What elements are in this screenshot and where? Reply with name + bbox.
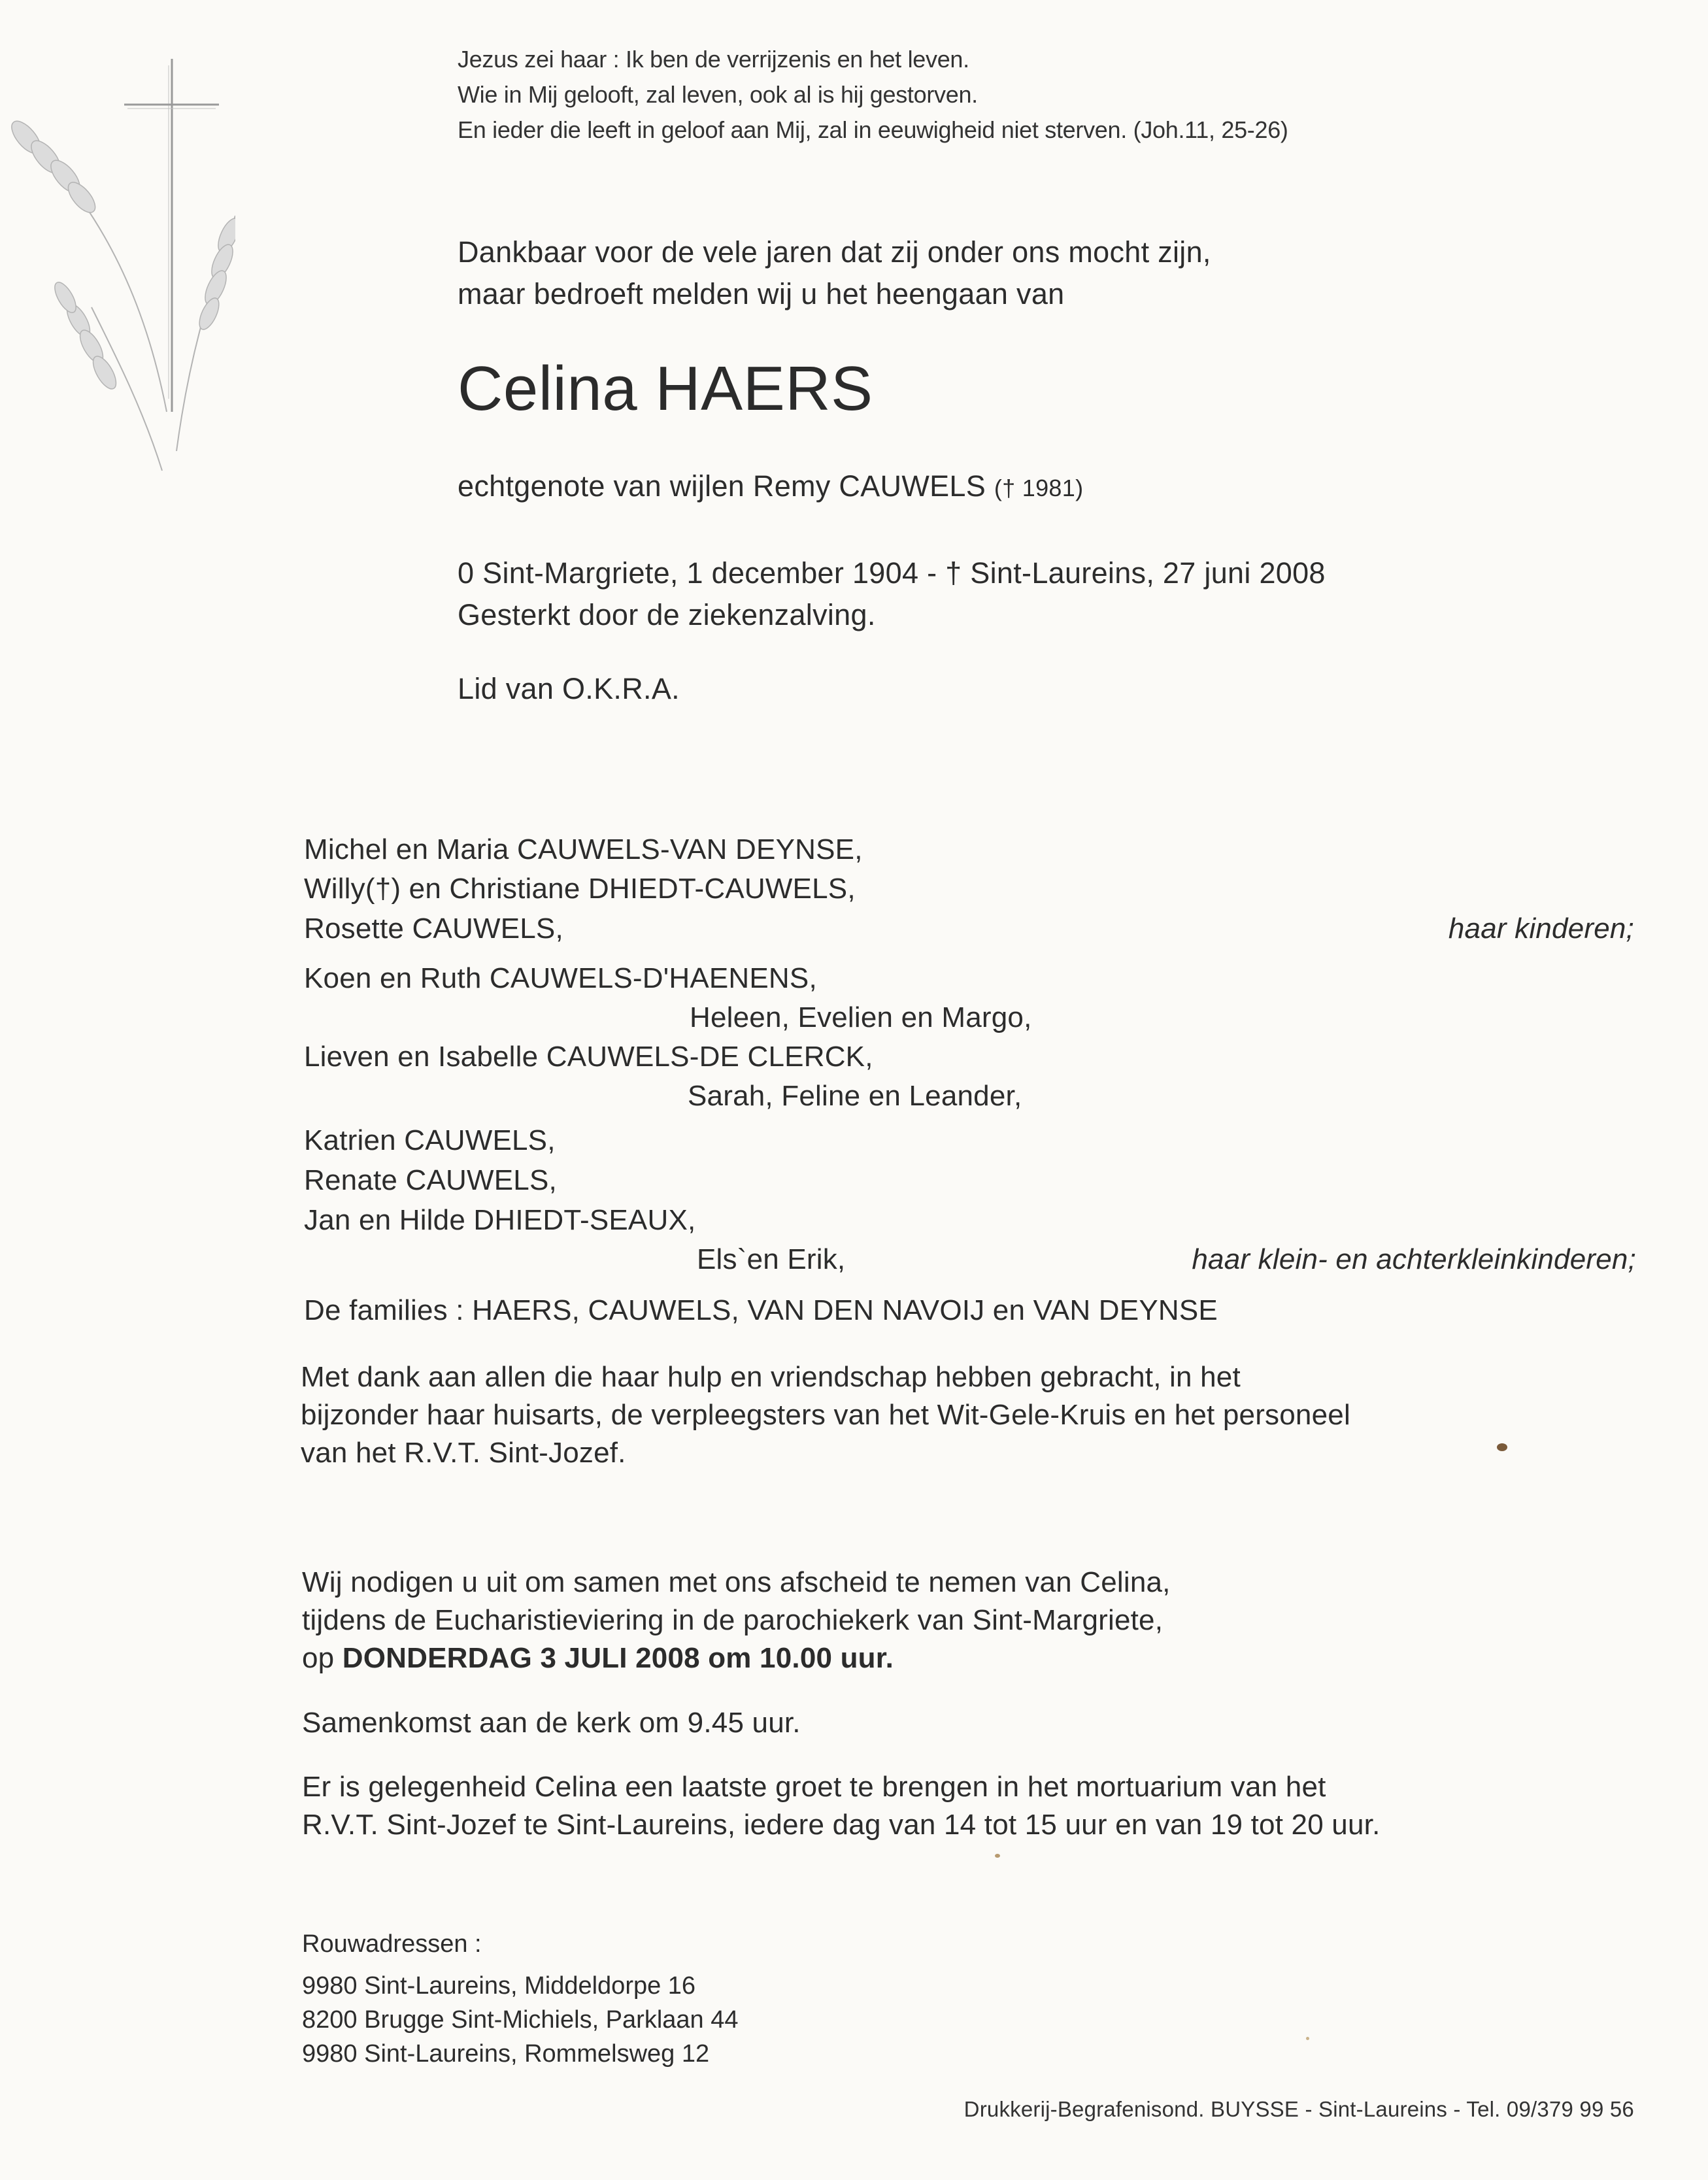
visitation-line-2: R.V.T. Sint-Jozef te Sint-Laureins, iedere dag van 14 tot 15 uur en van 19 tot 20 uur. [302, 1809, 1381, 1841]
grandchild-5: Katrien CAUWELS, [304, 1124, 556, 1156]
spouse-death: († 1981) [994, 475, 1084, 501]
invitation-line-2: tijdens de Eucharistieviering in de parochiekerk van Sint-Margriete, [302, 1604, 1164, 1636]
invitation-line-1: Wij nodigen u uit om samen met ons afscheid te nemen van Celina, [302, 1566, 1171, 1598]
membership-line: Lid van O.K.R.A. [458, 672, 680, 705]
grandchild-1: Koen en Ruth CAUWELS-D'HAENENS, [304, 962, 817, 994]
grandchild-3: Lieven en Isabelle CAUWELS-DE CLERCK, [304, 1041, 873, 1073]
thanks-line-2: bijzonder haar huisarts, de verpleegsters van het Wit-Gele-Kruis en het personeel [301, 1399, 1350, 1431]
invitation-line-3 [302, 1639, 894, 1677]
quote-line-1: Jezus zei haar : Ik ben de verrijzenis en het leven. [458, 46, 969, 73]
grandchildren-role: haar klein- en achterkleinkinderen; [1192, 1243, 1636, 1275]
cross-wheat-decoration [0, 46, 235, 503]
grandchild-2: Heleen, Evelien en Margo, [690, 1001, 1032, 1033]
quote-line-3: En ieder die leeft in geloof aan Mij, zal in eeuwigheid niet sterven. (Joh.11, 25-26) [458, 116, 1288, 143]
quote-line-2: Wie in Mij gelooft, zal leven, ook al is hij gestorven. [458, 81, 978, 108]
child-3: Rosette CAUWELS, [304, 913, 563, 945]
address-2: 8200 Brugge Sint-Michiels, Parklaan 44 [302, 2006, 739, 2034]
sacrament-line: Gesterkt door de ziekenzalving. [458, 598, 876, 631]
child-1: Michel en Maria CAUWELS-VAN DEYNSE, [304, 833, 863, 865]
cross-icon [124, 59, 219, 412]
addresses-title: Rouwadressen : [302, 1930, 482, 1958]
wheat-icon [7, 116, 235, 471]
paper-speck [995, 1854, 1000, 1858]
funeral-date-time: DONDERDAG 3 JULI 2008 om 10.00 uur. [342, 1642, 894, 1674]
intro-line-2: maar bedroeft melden wij u het heengaan van [458, 277, 1065, 310]
thanks-line-1: Met dank aan allen die haar hulp en vriendschap hebben gebracht, in het [301, 1361, 1241, 1393]
families-line: De families : HAERS, CAUWELS, VAN DEN NAVOIJ en VAN DEYNSE [304, 1294, 1218, 1326]
spouse-text: echtgenote van wijlen Remy CAUWELS [458, 469, 986, 503]
child-2: Willy(†) en Christiane DHIEDT-CAUWELS, [304, 873, 856, 905]
grandchild-6: Renate CAUWELS, [304, 1164, 557, 1196]
invitation-prefix: op [302, 1642, 335, 1674]
spouse-line [458, 469, 1083, 503]
grandchild-4: Sarah, Feline en Leander, [688, 1080, 1022, 1112]
deceased-name: Celina HAERS [458, 354, 873, 424]
intro-line-1: Dankbaar voor de vele jaren dat zij onder ons mocht zijn, [458, 235, 1211, 269]
thanks-line-3: van het R.V.T. Sint-Jozef. [301, 1437, 626, 1469]
grandchild-7: Jan en Hilde DHIEDT-SEAUX, [304, 1204, 696, 1236]
gathering-line: Samenkomst aan de kerk om 9.45 uur. [302, 1707, 801, 1739]
visitation-line-1: Er is gelegenheid Celina een laatste groet te brengen in het mortuarium van het [302, 1771, 1326, 1803]
paper-speck [1497, 1443, 1507, 1451]
address-3: 9980 Sint-Laureins, Rommelsweg 12 [302, 2040, 710, 2068]
address-1: 9980 Sint-Laureins, Middeldorpe 16 [302, 1972, 696, 2000]
printer-credit: Drukkerij-Begrafenisond. BUYSSE - Sint-Laureins - Tel. 09/379 99 56 [963, 2097, 1634, 2121]
children-role: haar kinderen; [1448, 913, 1634, 945]
birth-death-dates: 0 Sint-Margriete, 1 december 1904 - † Sint-Laureins, 27 juni 2008 [458, 556, 1326, 590]
grandchild-8: Els`en Erik, [697, 1243, 846, 1275]
paper-speck [1306, 2037, 1309, 2040]
